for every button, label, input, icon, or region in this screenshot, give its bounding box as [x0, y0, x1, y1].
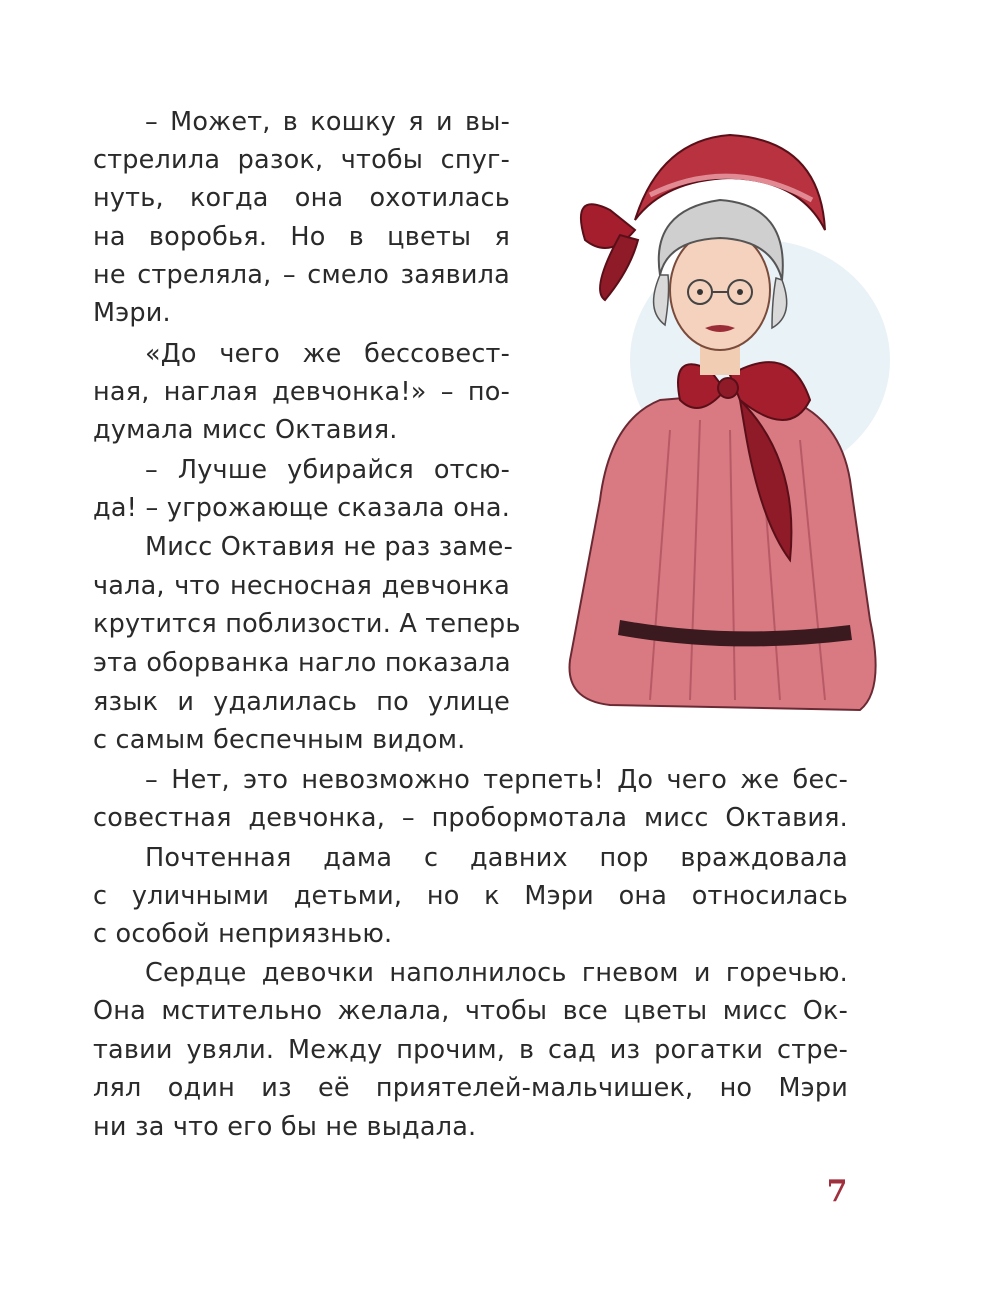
- text-line-3: нуть, когда она охотилась: [93, 183, 510, 213]
- text-line-2: стрелила разок, чтобы спуг-: [93, 145, 510, 175]
- text-line-7: «До чего же бессовест-: [145, 339, 510, 369]
- text-line-5: не стреляла, – смело заявила: [93, 260, 510, 290]
- text-line-19: совестная девчонка, – пробормотала мисс Октавия.: [93, 803, 848, 833]
- text-line-4: на воробья. Но в цветы я: [93, 222, 510, 252]
- text-line-26: лял один из её приятелей-мальчишек, но Мэри: [93, 1073, 848, 1103]
- text-line-17: с самым беспечным видом.: [93, 725, 466, 755]
- text-line-12: Мисс Октавия не раз заме-: [145, 532, 513, 562]
- text-line-11: да! – угрожающе сказала она.: [93, 493, 510, 523]
- text-line-10: – Лучше убирайся отсю-: [145, 455, 510, 485]
- text-line-1: – Может, в кошку я и вы-: [145, 107, 510, 137]
- text-line-24: Она мстительно желала, чтобы все цветы мисс Ок-: [93, 996, 848, 1026]
- text-line-20: Почтенная дама с давних пор враждовала: [145, 843, 848, 873]
- text-line-27: ни за что его бы не выдала.: [93, 1112, 477, 1142]
- text-line-16: язык и удалилась по улице: [93, 687, 510, 717]
- text-line-15: эта оборванка нагло показала: [93, 648, 511, 678]
- text-line-23: Сердце девочки наполнилось гневом и горечью.: [145, 958, 848, 988]
- woman-portrait-icon: [550, 100, 890, 730]
- page-number: 7: [826, 1174, 848, 1209]
- text-line-18: – Нет, это невозможно терпеть! До чего же бес-: [145, 765, 848, 795]
- text-line-14: крутится поблизости. А теперь: [93, 609, 521, 639]
- text-line-25: тавии увяли. Между прочим, в сад из рогатки стре-: [93, 1035, 848, 1065]
- text-line-22: с особой неприязнью.: [93, 919, 393, 949]
- text-line-6: Мэри.: [93, 298, 171, 328]
- text-line-21: с уличными детьми, но к Мэри она относилась: [93, 881, 848, 911]
- text-line-13: чала, что несносная девчонка: [93, 571, 510, 601]
- text-line-8: ная, наглая девчонка!» – по-: [93, 377, 510, 407]
- text-line-9: думала мисс Октавия.: [93, 415, 398, 445]
